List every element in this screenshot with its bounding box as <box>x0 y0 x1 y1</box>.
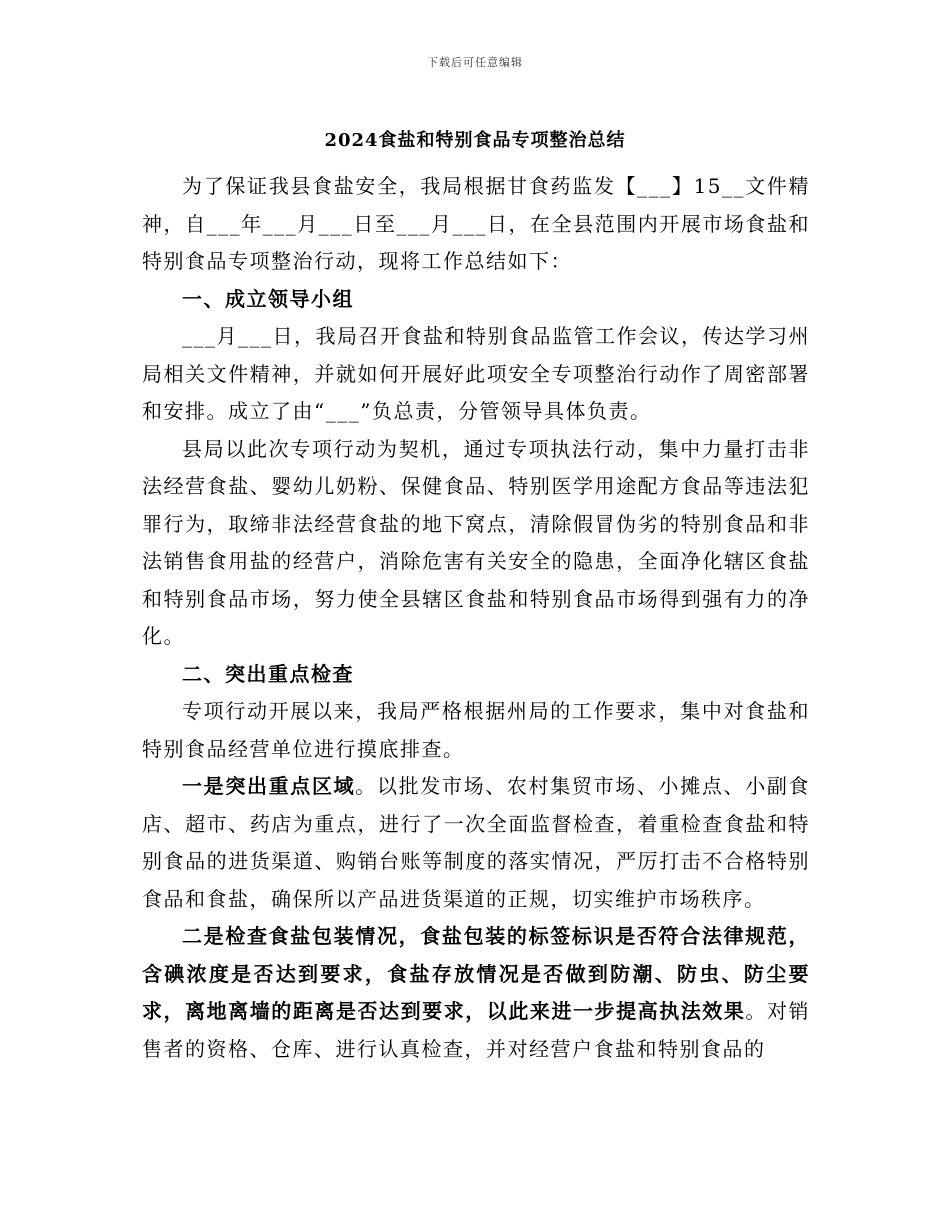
paragraph-key-areas <box>142 768 810 918</box>
paragraph-campaign: 县局以此次专项行动为契机，通过专项执法行动，集中力量打击非法经营食盐、婴幼儿奶粉、保健食品、特别医学用途配方食品等违法犯罪行为，取缔非法经营食盐的地下窝点，清除假冒伪劣的特别食品和非法销售食用盐的经营户，消除危害有关安全的隐患，全面净化辖区食盐和特别食品市场，努力使全县辖区食盐和特别食品市场得到强有力的净化。 <box>142 436 810 648</box>
packaging-text: 。对销售者的资格、仓库、进行认真检查，并对经营户食盐和特别食品的 <box>142 999 811 1061</box>
header-note: 下载后可任意编辑 <box>427 56 523 69</box>
packaging-lead: 二是检查食盐包装情况，食盐包装的标签标识是否符合法律规范，含碘浓度是否达到要求，食盐存放情况是否做到防潮、防虫、防尘要求，离地离墙的距离是否达到要求，以此来进一步提高执法效果 <box>142 924 810 1023</box>
document-title: 2024食盐和特别食品专项整治总结 <box>324 130 626 151</box>
key-areas-lead: 一是突出重点区域 <box>182 774 356 798</box>
paragraph-inspection: 专项行动开展以来，我局严格根据州局的工作要求，集中对食盐和特别食品经营单位进行摸底排查。 <box>142 699 810 761</box>
section-heading-1: 一、成立领导小组 <box>182 286 354 311</box>
paragraph-intro: 为了保证我县食盐安全，我局根据甘食药监发【___】15__文件精神，自___年___月___日至___月___日，在全县范围内开展市场食盐和特别食品专项整治行动，现将工作总结如下： <box>142 174 810 273</box>
section-heading-2: 二、突出重点检查 <box>182 661 354 686</box>
document-body <box>142 168 810 1068</box>
key-areas-text: 。以批发市场、农村集贸市场、小摊点、小副食店、超市、药店为重点，进行了一次全面监督检查，着重检查食盐和特别食品的进货渠道、购销台账等制度的落实情况，严厉打击不合格特别食品和食盐，确保所以产品进货渠道的正规，切实维护市场秩序。 <box>142 774 811 911</box>
paragraph-meeting: ___月___日，我局召开食盐和特别食品监管工作会议，传达学习州局相关文件精神，并就如何开展好此项安全专项整治行动作了周密部署和安排。成立了由“___”负总责，分管领导具体负责。 <box>142 324 810 423</box>
paragraph-packaging <box>142 918 810 1068</box>
